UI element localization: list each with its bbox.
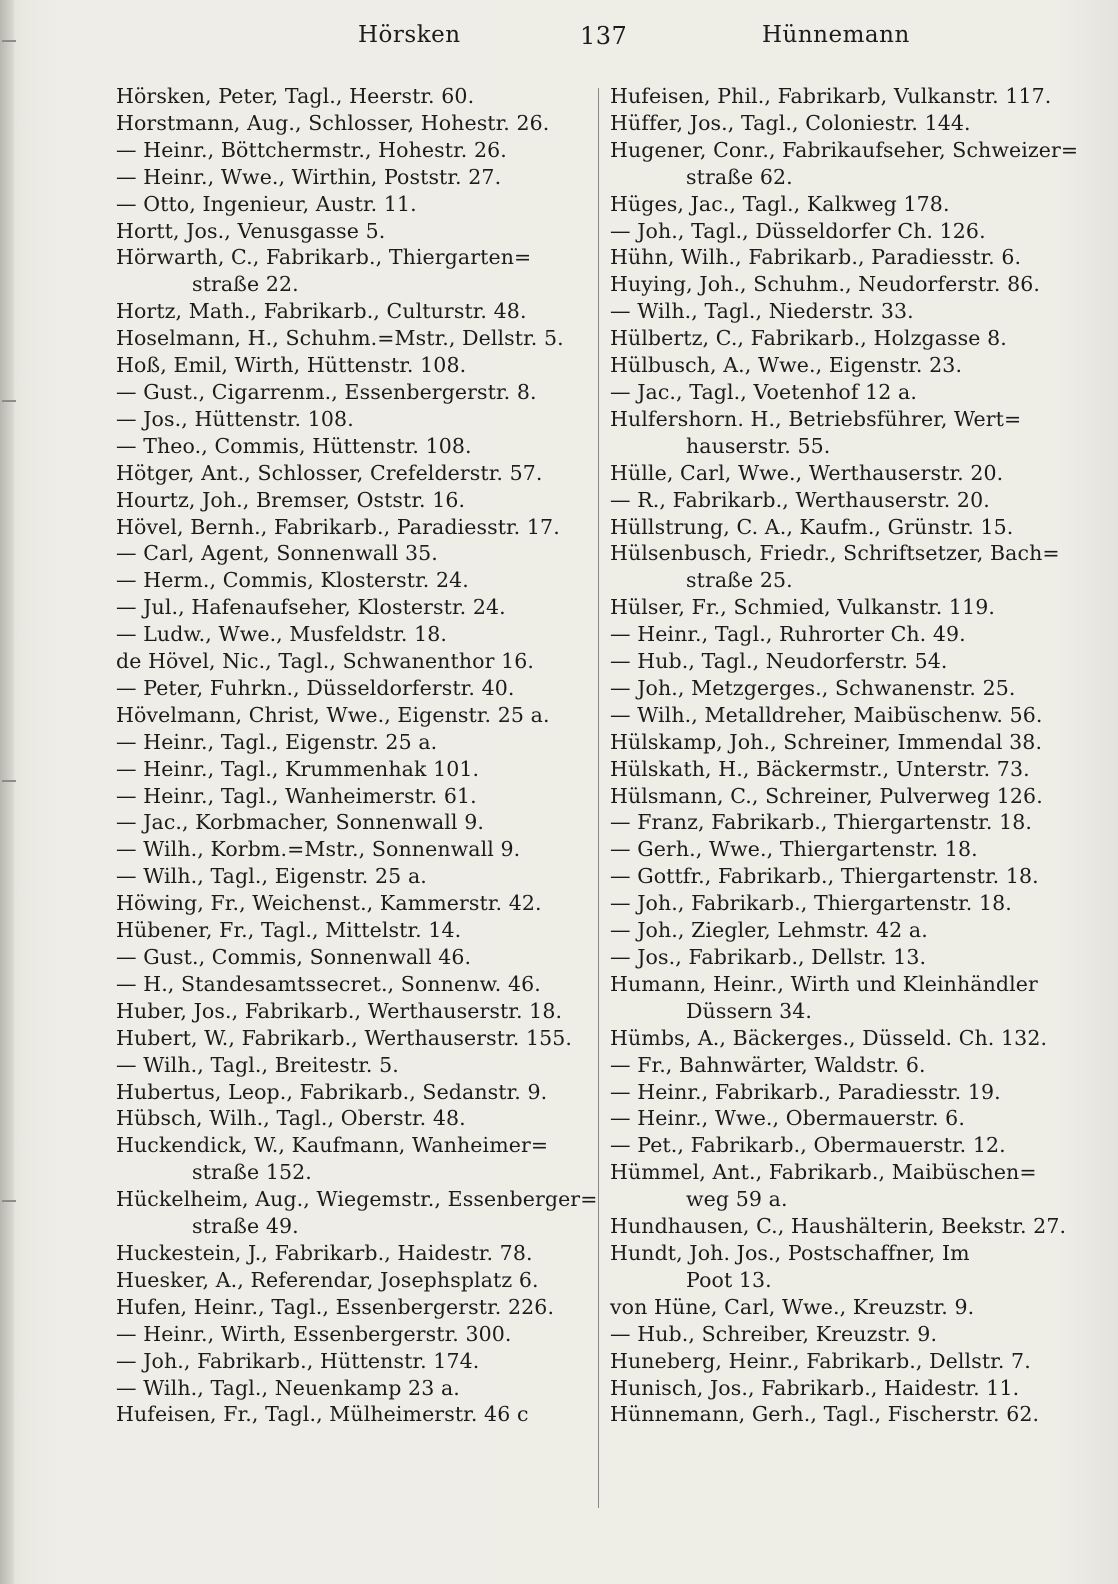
directory-entry: Düssern 34.: [686, 998, 813, 1023]
binding-mark: [2, 1200, 16, 1202]
directory-entry: Hubertus, Leop., Fabrikarb., Sedanstr. 9.: [116, 1079, 548, 1104]
directory-entry: — Carl, Agent, Sonnenwall 35.: [116, 541, 438, 566]
directory-entry: von Hüne, Carl, Wwe., Kreuzstr. 9.: [610, 1294, 975, 1319]
directory-entry: Hüllstrung, C. A., Kaufm., Grünstr. 15.: [610, 514, 1014, 539]
directory-entry: Huying, Joh., Schuhm., Neudorferstr. 86.: [610, 272, 1041, 297]
directory-entry: Hückelheim, Aug., Wiegemstr., Essenberger=: [116, 1187, 598, 1212]
directory-entry: Hülbertz, C., Fabrikarb., Holzgasse 8.: [610, 326, 1007, 351]
directory-entry: Hülskamp, Joh., Schreiner, Immendal 38.: [610, 729, 1043, 754]
binding-mark: [2, 400, 16, 402]
directory-entry: — Heinr., Fabrikarb., Paradiesstr. 19.: [610, 1079, 1001, 1104]
directory-entry: Hübener, Fr., Tagl., Mittelstr. 14.: [116, 918, 462, 943]
directory-entry: — Heinr., Tagl., Wanheimerstr. 61.: [116, 783, 477, 808]
left-column: [116, 83, 598, 1428]
directory-entry: Hülser, Fr., Schmied, Vulkanstr. 119.: [610, 595, 995, 620]
directory-entry: — Otto, Ingenieur, Austr. 11.: [116, 191, 417, 216]
directory-entry: — R., Fabrikarb., Werthauserstr. 20.: [610, 487, 990, 512]
directory-entry: Hortz, Math., Fabrikarb., Culturstr. 48.: [116, 299, 527, 324]
directory-entry: Hufen, Heinr., Tagl., Essenbergerstr. 226.: [116, 1294, 555, 1319]
directory-entry: — Wilh., Tagl., Niederstr. 33.: [610, 299, 914, 324]
directory-entry: straße 152.: [192, 1160, 312, 1185]
directory-entry: Hubert, W., Fabrikarb., Werthauserstr. 155.: [116, 1025, 573, 1050]
directory-entry: Hörwarth, C., Fabrikarb., Thiergarten=: [116, 245, 532, 270]
directory-entry: — Jac., Tagl., Voetenhof 12 a.: [610, 379, 917, 404]
directory-entry: hauserstr. 55.: [686, 433, 831, 458]
directory-entry: Hoß, Emil, Wirth, Hüttenstr. 108.: [116, 353, 467, 378]
directory-entry: — Ludw., Wwe., Musfeldstr. 18.: [116, 622, 447, 647]
directory-entry: — Gerh., Wwe., Thiergartenstr. 18.: [610, 837, 978, 862]
directory-entry: — Jul., Hafenaufseher, Klosterstr. 24.: [116, 595, 506, 620]
directory-entry: — Jos., Hüttenstr. 108.: [116, 406, 354, 431]
directory-entry: — Hub., Tagl., Neudorferstr. 54.: [610, 649, 948, 674]
directory-entry: — Heinr., Wwe., Wirthin, Poststr. 27.: [116, 164, 502, 189]
directory-entry: — Wilh., Tagl., Eigenstr. 25 a.: [116, 864, 427, 889]
directory-entry: — Peter, Fuhrkn., Düsseldorferstr. 40.: [116, 675, 515, 700]
directory-entry: straße 25.: [686, 568, 793, 593]
directory-entry: — Heinr., Tagl., Ruhrorter Ch. 49.: [610, 622, 966, 647]
directory-entry: — Jac., Korbmacher, Sonnenwall 9.: [116, 810, 484, 835]
directory-entry: — Joh., Fabrikarb., Thiergartenstr. 18.: [610, 891, 1012, 916]
directory-entry: Hülbusch, A., Wwe., Eigenstr. 23.: [610, 353, 963, 378]
directory-entry: — Hub., Schreiber, Kreuzstr. 9.: [610, 1321, 938, 1346]
directory-entry: Hülsenbusch, Friedr., Schriftsetzer, Bach=: [610, 541, 1060, 566]
directory-entry: Poot 13.: [686, 1267, 772, 1292]
directory-entry: — Gust., Commis, Sonnenwall 46.: [116, 945, 472, 969]
directory-entry: weg 59 a.: [686, 1187, 788, 1212]
directory-entry: — Theo., Commis, Hüttenstr. 108.: [116, 433, 472, 458]
directory-entry: Humann, Heinr., Wirth und Kleinhändler: [610, 971, 1038, 996]
directory-entry: Horstmann, Aug., Schlosser, Hohestr. 26.: [116, 110, 550, 135]
directory-entry: Hötger, Ant., Schlosser, Crefelderstr. 57.: [116, 460, 543, 485]
directory-entry: — Heinr., Tagl., Krummenhak 101.: [116, 756, 480, 781]
directory-entry: Hugener, Conr., Fabrikaufseher, Schweizer=: [610, 137, 1079, 162]
directory-entry: — Joh., Fabrikarb., Hüttenstr. 174.: [116, 1348, 480, 1373]
directory-entry: — Gust., Cigarrenm., Essenbergerstr. 8.: [116, 379, 537, 404]
directory-entry: — Heinr., Tagl., Eigenstr. 25 a.: [116, 729, 438, 754]
directory-entry: Hüffer, Jos., Tagl., Coloniestr. 144.: [610, 110, 971, 135]
directory-entry: Hundt, Joh. Jos., Postschaffner, Im: [610, 1240, 970, 1265]
directory-entry: Hünnemann, Gerh., Tagl., Fischerstr. 62.: [610, 1402, 1040, 1427]
directory-entry: — Wilh., Tagl., Neuenkamp 23 a.: [116, 1375, 460, 1400]
directory-entry: Höwing, Fr., Weichenst., Kammerstr. 42.: [116, 891, 542, 916]
directory-entry: Hövelmann, Christ, Wwe., Eigenstr. 25 a.: [116, 702, 550, 727]
directory-entry: — Gottfr., Fabrikarb., Thiergartenstr. 18.: [610, 864, 1039, 889]
directory-entry: — Joh., Ziegler, Lehmstr. 42 a.: [610, 918, 928, 943]
directory-entry: Hundhausen, C., Haushälterin, Beekstr. 27.: [610, 1214, 1067, 1239]
directory-entry: — Franz, Fabrikarb., Thiergartenstr. 18.: [610, 810, 1032, 835]
directory-entry: — Herm., Commis, Klosterstr. 24.: [116, 568, 469, 593]
directory-entry: — Heinr., Wwe., Obermauerstr. 6.: [610, 1106, 965, 1131]
directory-entry: — Joh., Metzgerges., Schwanenstr. 25.: [610, 675, 1016, 700]
directory-entry: Hortt, Jos., Venusgasse 5.: [116, 218, 386, 243]
directory-entry: Hülskath, H., Bäckermstr., Unterstr. 73.: [610, 756, 1030, 781]
directory-entry: Hulfershorn. H., Betriebsführer, Wert=: [610, 406, 1022, 431]
column-divider: [598, 88, 599, 1508]
directory-entry: Huckestein, J., Fabrikarb., Haidestr. 78.: [116, 1240, 533, 1265]
directory-entry: Huesker, A., Referendar, Josephsplatz 6.: [116, 1267, 539, 1292]
header-left-keyword: Hörsken: [358, 22, 461, 48]
directory-entry: straße 62.: [686, 164, 793, 189]
directory-entry: Hourtz, Joh., Bremser, Oststr. 16.: [116, 487, 466, 512]
binding-mark: [2, 780, 16, 782]
directory-entry: Hörsken, Peter, Tagl., Heerstr. 60.: [116, 84, 475, 108]
directory-entry: Hufeisen, Fr., Tagl., Mülheimerstr. 46 c: [116, 1402, 529, 1427]
directory-entry: Hübsch, Wilh., Tagl., Oberstr. 48.: [116, 1106, 466, 1131]
directory-entry: — Jos., Fabrikarb., Dellstr. 13.: [610, 945, 927, 969]
directory-entry: Hüges, Jac., Tagl., Kalkweg 178.: [610, 191, 950, 216]
directory-entry: — Wilh., Metalldreher, Maibüschenw. 56.: [610, 702, 1043, 727]
directory-entry: Hunisch, Jos., Fabrikarb., Haidestr. 11.: [610, 1375, 1020, 1400]
directory-entry: — H., Standesamtssecret., Sonnenw. 46.: [116, 971, 541, 996]
page-number: 137: [580, 22, 628, 50]
directory-entry: Hülle, Carl, Wwe., Werthauserstr. 20.: [610, 460, 1004, 485]
binding-edge: [0, 0, 14, 1584]
directory-entry: Hühn, Wilh., Fabrikarb., Paradiesstr. 6.: [610, 245, 1022, 270]
right-column: [610, 83, 1080, 1428]
page-header: [0, 22, 1118, 62]
directory-entry: Hoselmann, H., Schuhm.=Mstr., Dellstr. 5.: [116, 326, 564, 351]
directory-entry: Huneberg, Heinr., Fabrikarb., Dellstr. 7.: [610, 1348, 1031, 1373]
directory-entry: Hümbs, A., Bäckerges., Düsseld. Ch. 132.: [610, 1025, 1048, 1050]
directory-entry: — Heinr., Wirth, Essenbergerstr. 300.: [116, 1321, 512, 1346]
directory-entry: Hufeisen, Phil., Fabrikarb, Vulkanstr. 117.: [610, 84, 1052, 108]
directory-entry: straße 22.: [192, 272, 299, 297]
directory-entry: — Fr., Bahnwärter, Waldstr. 6.: [610, 1052, 926, 1077]
directory-entry: — Wilh., Korbm.=Mstr., Sonnenwall 9.: [116, 837, 521, 862]
directory-entry: — Heinr., Böttchermstr., Hohestr. 26.: [116, 137, 507, 162]
directory-entry: — Wilh., Tagl., Breitestr. 5.: [116, 1052, 399, 1077]
directory-entry: — Pet., Fabrikarb., Obermauerstr. 12.: [610, 1133, 1006, 1158]
directory-entry: Huber, Jos., Fabrikarb., Werthauserstr. 18.: [116, 998, 563, 1023]
directory-entry: — Joh., Tagl., Düsseldorfer Ch. 126.: [610, 218, 986, 243]
header-right-keyword: Hünnemann: [762, 22, 910, 48]
directory-entry: straße 49.: [192, 1214, 299, 1239]
directory-entry: Hövel, Bernh., Fabrikarb., Paradiesstr. 17.: [116, 514, 560, 539]
directory-entry: Hümmel, Ant., Fabrikarb., Maibüschen=: [610, 1160, 1037, 1185]
directory-entry: Huckendick, W., Kaufmann, Wanheimer=: [116, 1133, 549, 1158]
directory-entry: de Hövel, Nic., Tagl., Schwanenthor 16.: [116, 649, 534, 674]
directory-entry: Hülsmann, C., Schreiner, Pulverweg 126.: [610, 783, 1043, 808]
